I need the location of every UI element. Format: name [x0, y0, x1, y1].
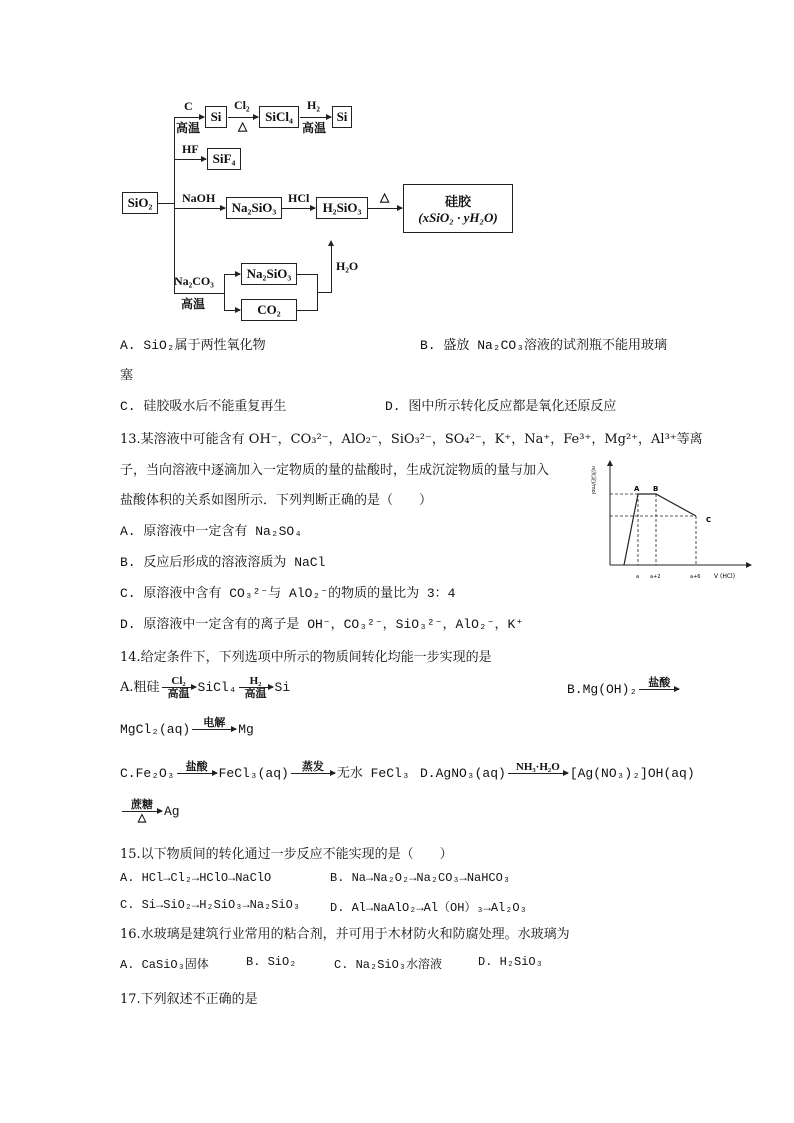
q12-option-b: B. 盛放 Na₂CO₃溶液的试剂瓶不能用玻璃 — [420, 338, 668, 353]
q13-option-a: A. 原溶液中一定含有 Na₂SO₄ — [120, 524, 303, 539]
arrow-naoh — [174, 208, 225, 209]
label-hcl: HCl — [288, 191, 310, 205]
q12-option-b-cont: 塞 — [120, 368, 134, 383]
q14-option-c — [120, 761, 410, 786]
q14-option-d-start — [420, 761, 695, 786]
q14-a-gw2: 高温 — [244, 688, 267, 701]
label-c: C — [184, 99, 193, 113]
label-h2o: H₂O — [336, 259, 359, 273]
silica-gel-label: 硅胶 — [444, 194, 471, 209]
q15-option-d: D. Al→NaAlO₂→Al（OH）₃→Al₂O₃ — [330, 901, 527, 915]
arrow-h2 — [300, 117, 331, 118]
box-si1: Si — [205, 106, 227, 128]
graph-curve — [624, 494, 696, 565]
q14-c-mid: FeCl₃(aq) — [218, 766, 289, 782]
label-naoh: NaOH — [182, 191, 216, 205]
arrow-cl2 — [228, 117, 258, 118]
arrow-to-co2 — [224, 310, 240, 311]
na2co3-branch — [174, 293, 224, 294]
q14-a-h2: H₂ — [249, 675, 262, 687]
box-si2: Si — [332, 106, 352, 128]
q16-stem: 16.水玻璃是建筑行业常用的粘合剂，并可用于木材防火和防腐处理。水玻璃为 — [120, 927, 570, 942]
q15-stem: 15.以下物质间的转化通过一步反应不能实现的是（ ） — [120, 847, 453, 862]
label-hf: HF — [182, 142, 199, 156]
q14-a-arrow2 — [239, 687, 273, 688]
q14-b-mid: MgCl₂(aq) — [120, 722, 191, 738]
graph-point-c: C — [706, 516, 712, 524]
merge-out — [317, 292, 331, 293]
q14-d-mid: [Ag(NO₃)₂]OH(aq) — [569, 766, 695, 782]
label-high-temp-3: 高温 — [181, 297, 206, 311]
label-h2: H₂ — [307, 98, 320, 112]
q14-d-arrow1 — [508, 773, 568, 774]
box-na2sio3-a: Na₂SiO₃ — [226, 197, 282, 219]
merge-bottom — [297, 310, 317, 311]
label-delta-2: △ — [380, 190, 390, 204]
q13-stem-line1: 13.某溶液中可能含有 OH⁻，CO₃²⁻，AlO₂⁻，SiO₃²⁻，SO₄²⁻，K⁺，Na⁺，Fe³⁺，Mg²⁺，Al³⁺等离 — [120, 432, 703, 447]
q14-d-nh3: NH₃·H₂O — [515, 761, 560, 773]
graph-xlabel: V (HCl) — [714, 573, 736, 580]
precipitate-graph — [586, 458, 756, 588]
merge-top — [297, 274, 317, 275]
q14-option-b-cont — [120, 717, 254, 742]
up-arrow-head — [328, 240, 334, 246]
q14-b-prefix: B.Mg(OH)₂ — [567, 682, 638, 698]
q15-option-a: A. HCl→Cl₂→HClO→NaClO — [120, 871, 272, 885]
q14-c-end: 无水 FeCl₃ — [336, 766, 410, 782]
arrow-delta — [368, 208, 402, 209]
label-na2co3: Na₂CO₃ — [174, 274, 214, 288]
box-sif4: SiF₄ — [207, 148, 241, 170]
box-co2: CO₂ — [241, 299, 297, 321]
arrow-hf — [174, 159, 206, 160]
q14-b-arrow2 — [192, 729, 236, 730]
q16-option-d: D. H₂SiO₃ — [478, 955, 543, 969]
q14-c-evap: 蒸发 — [301, 761, 324, 773]
q14-c-arrow2 — [291, 773, 335, 774]
graph-point-a: A — [634, 485, 640, 493]
box-sicl4: SiCl₄ — [259, 106, 299, 128]
q14-option-b-start — [567, 677, 681, 702]
q13-stem-line2: 子，当向溶液中逐滴加入一定物质的量的盐酸时，生成沉淀物质的量与加入 — [120, 463, 550, 478]
q12-option-a: A. SiO₂属于两性氧化物 — [120, 338, 266, 353]
graph-tick-1: a — [636, 574, 640, 580]
graph-ylabel: n(沉淀)/mol — [590, 466, 596, 495]
q14-b-hcl: 盐酸 — [648, 677, 671, 689]
q14-a-cl2: Cl₂ — [171, 675, 186, 687]
q14-d-arrow2 — [122, 811, 162, 812]
sio2-connector — [158, 203, 174, 204]
label-high-temp-1: 高温 — [176, 121, 201, 135]
q14-c-arrow1 — [177, 773, 217, 774]
q16-option-a: A. CaSiO₃固体 — [120, 958, 209, 972]
q14-c-prefix: C.Fe₂O₃ — [120, 766, 175, 782]
q14-a-end: Si — [274, 680, 291, 696]
label-delta-1: △ — [238, 119, 248, 133]
arrow-c — [174, 117, 204, 118]
q13-stem-line3: 盐酸体积的关系如图所示．下列判断正确的是（ ） — [120, 493, 433, 508]
label-high-temp-2: 高温 — [302, 121, 327, 135]
na2co3-split — [224, 274, 225, 310]
arrow-to-na2sio3 — [224, 274, 240, 275]
q14-a-prefix: A.粗硅 — [120, 680, 160, 696]
q16-option-c: C. Na₂SiO₃水溶液 — [334, 958, 443, 972]
q12-option-c: C. 硅胶吸水后不能重复再生 — [120, 399, 287, 414]
q16-option-b: B. SiO₂ — [246, 955, 297, 969]
q14-option-d-cont — [120, 799, 180, 824]
arrow-hcl — [282, 208, 315, 209]
q14-a-mid: SiCl₄ — [197, 680, 237, 696]
q14-stem: 14.给定条件下，下列选项中所示的物质间转化均能一步实现的是 — [120, 650, 492, 665]
q14-b-end: Mg — [238, 722, 254, 738]
q13-option-c: C. 原溶液中含有 CO₃²⁻与 AlO₂⁻的物质的量比为 3：4 — [120, 586, 456, 601]
q14-a-arrow1 — [162, 687, 196, 688]
q14-d-prefix: D.AgNO₃(aq) — [420, 766, 506, 782]
box-h2sio3: H₂SiO₃ — [316, 197, 368, 219]
q15-option-b: B. Na→Na₂O₂→Na₂CO₃→NaHCO₃ — [330, 871, 511, 885]
q15-option-c: C. Si→SiO₂→H₂SiO₃→Na₂SiO₃ — [120, 898, 301, 912]
box-na2sio3-b: Na₂SiO₃ — [241, 263, 297, 285]
box-sio2: SiO₂ — [122, 192, 158, 214]
q14-a-gw1: 高温 — [167, 688, 190, 701]
trunk-line — [174, 117, 175, 293]
q14-c-hcl: 盐酸 — [185, 761, 208, 773]
graph-point-b: B — [653, 485, 659, 493]
q17-stem: 17.下列叙述不正确的是 — [120, 992, 258, 1007]
q14-option-a — [120, 675, 290, 700]
q14-d-delta: △ — [137, 812, 147, 825]
q14-b-arrow1 — [639, 689, 679, 690]
silica-gel-formula: (xSiO₂ · yH₂O) — [418, 210, 498, 225]
q14-d-end: Ag — [164, 804, 180, 820]
q12-option-d: D. 图中所示转化反应都是氧化还原反应 — [385, 399, 617, 414]
box-silica-gel — [403, 184, 513, 233]
q13-option-b: B. 反应后形成的溶液溶质为 NaCl — [120, 555, 326, 570]
graph-tick-3: a+6 — [690, 574, 701, 580]
label-cl2: Cl₂ — [234, 98, 250, 112]
q14-b-elec: 电解 — [203, 717, 226, 729]
up-arrow-line — [331, 244, 332, 293]
q14-d-sugar: 蔗糖 — [131, 799, 153, 811]
graph-tick-2: a+2 — [650, 574, 661, 580]
q13-option-d: D. 原溶液中一定含有的离子是 OH⁻，CO₃²⁻，SiO₃²⁻，AlO₂⁻，K⁺ — [120, 617, 524, 632]
